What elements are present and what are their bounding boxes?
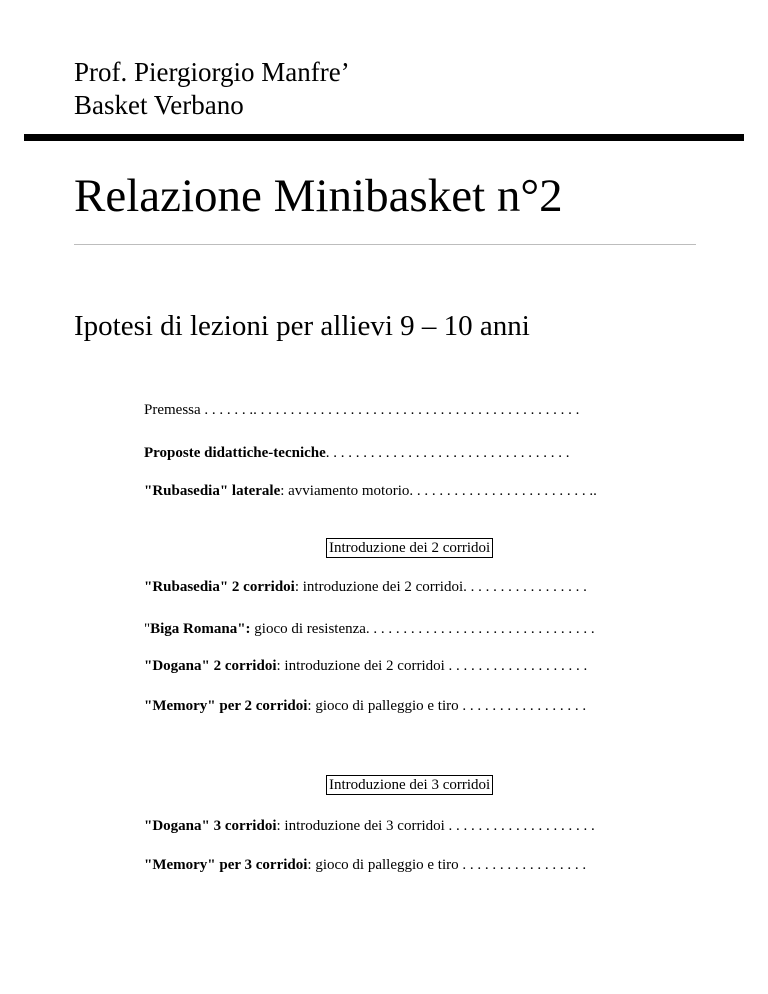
toc-entry-rubasedia-2-corridoi [144, 578, 587, 596]
toc-entry-bold: Proposte didattiche-tecniche [144, 445, 326, 461]
toc-entry-premessa [144, 401, 579, 419]
toc-entry-bold: "Rubasedia" laterale [144, 483, 281, 499]
toc-entry-memory-3-corridoi [144, 856, 586, 874]
author-name: Prof. Piergiorgio Manfre’ [74, 57, 350, 87]
toc-entry-text: . . . . . . . . . . . . . . . . . . . . . . . . . . . . . . . . . [325, 445, 570, 461]
document-title: Relazione Minibasket n°2 [74, 170, 563, 222]
document-subtitle: Ipotesi di lezioni per allievi 9 – 10 anni [74, 310, 530, 342]
toc-entry-text: : introduzione dei 2 corridoi. . . . . . . . . . . . . . . . . [294, 579, 587, 595]
toc-entry-biga-romana [144, 620, 595, 638]
toc-entry-prefix: " [144, 621, 151, 637]
author-team: Basket Verbano [74, 90, 244, 120]
toc-entry-dogana-3-corridoi [144, 817, 595, 835]
toc-entry-memory-2-corridoi [144, 697, 586, 715]
toc-entry-bold: "Memory" per 3 corridoi [144, 857, 308, 873]
toc-entry-proposte [144, 444, 570, 462]
toc-entry-text: gioco di resistenza. . . . . . . . . . . . . . . . . . . . . . . . . . . . . . . [250, 621, 595, 637]
toc-entry-bold: "Memory" per 2 corridoi [144, 698, 308, 714]
toc-entry-bold: "Rubasedia" 2 corridoi [144, 579, 295, 595]
toc-entry-bold: Biga Romana": [150, 621, 251, 637]
toc-entry-text: Premessa . . . . . . .. . . . . . . . . . . . . . . . . . . . . . . . . . . . . . . . . . . . . . . . . . . . [144, 402, 580, 418]
author-block [74, 56, 350, 122]
section-heading-3-corridoi: Introduzione dei 3 corridoi [326, 775, 493, 795]
toc-entry-text: : gioco di palleggio e tiro . . . . . . . . . . . . . . . . . [307, 857, 587, 873]
toc-entry-dogana-2-corridoi [144, 657, 587, 675]
toc-entry-text: : avviamento motorio. . . . . . . . . . . . . . . . . . . . . . . . .. [280, 483, 597, 499]
title-divider [74, 244, 696, 245]
section-heading-2-corridoi: Introduzione dei 2 corridoi [326, 538, 493, 558]
toc-entry-bold: "Dogana" 3 corridoi [144, 818, 277, 834]
toc-entry-text: : gioco di palleggio e tiro . . . . . . . . . . . . . . . . . [307, 698, 587, 714]
toc-entry-text: : introduzione dei 2 corridoi . . . . . . . . . . . . . . . . . . . [276, 658, 588, 674]
toc-entry-text: : introduzione dei 3 corridoi . . . . . . . . . . . . . . . . . . . . [276, 818, 595, 834]
toc-entry-bold: "Dogana" 2 corridoi [144, 658, 277, 674]
header-divider [24, 134, 744, 141]
toc-entry-rubasedia-laterale [144, 482, 597, 500]
